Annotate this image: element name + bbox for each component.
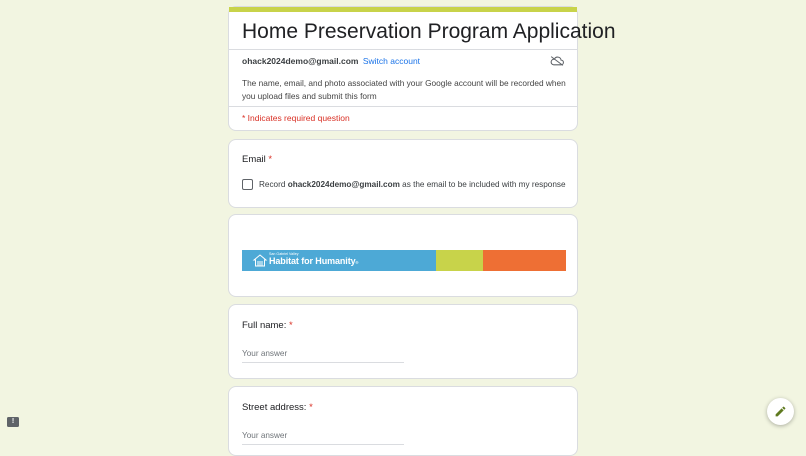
divider [229,106,577,107]
form-header-card [228,6,616,131]
pencil-icon [774,405,787,418]
email-question-card [228,139,578,208]
form-title: Home Preservation Program Application [242,20,616,43]
banner-chapter-text: San Gabriel Valley [269,252,299,256]
account-email: ohack2024demo@gmail.com [242,56,359,66]
email-label-text: Email [242,154,266,165]
full-name-label-text: Full name: [242,320,287,331]
street-address-label [242,402,313,413]
required-asterisk: * [289,320,293,331]
habitat-banner [242,250,566,271]
full-name-question-card [228,304,578,379]
street-address-label-text: Street address: [242,402,307,413]
required-note: * Indicates required question [242,113,350,123]
record-email-checkbox[interactable] [242,179,253,190]
trademark: ® [355,260,359,265]
banner-blue-segment [242,250,436,271]
full-name-input[interactable]: Your answer [242,349,404,363]
account-row [242,56,420,66]
cloud-off-icon [550,56,564,66]
feedback-icon[interactable]: ! [7,417,19,427]
checkbox-suffix: as the email to be included with my response [402,180,566,189]
privacy-note: The name, email, and photo associated with your Google account will be recorded when you upload files and submit this form [242,78,566,101]
full-name-label [242,320,293,331]
street-address-question-card [228,386,578,456]
record-email-label[interactable] [259,180,566,189]
checkbox-email: ohack2024demo@gmail.com [287,180,400,189]
email-label [242,154,272,165]
switch-account-link[interactable]: Switch account [362,56,421,66]
required-asterisk: * [268,154,273,165]
checkbox-prefix: Record [259,180,286,189]
banner-orange-segment [483,250,566,271]
house-logo-icon [254,255,266,266]
banner-logo-text [269,256,358,266]
edit-button[interactable] [767,398,794,425]
banner-card [228,214,578,297]
divider [229,49,577,50]
banner-green-segment [436,250,483,271]
logo-text: Habitat for Humanity [269,256,356,266]
street-address-input[interactable]: Your answer [242,431,404,445]
accent-bar [229,7,577,12]
required-asterisk: * [309,402,313,413]
